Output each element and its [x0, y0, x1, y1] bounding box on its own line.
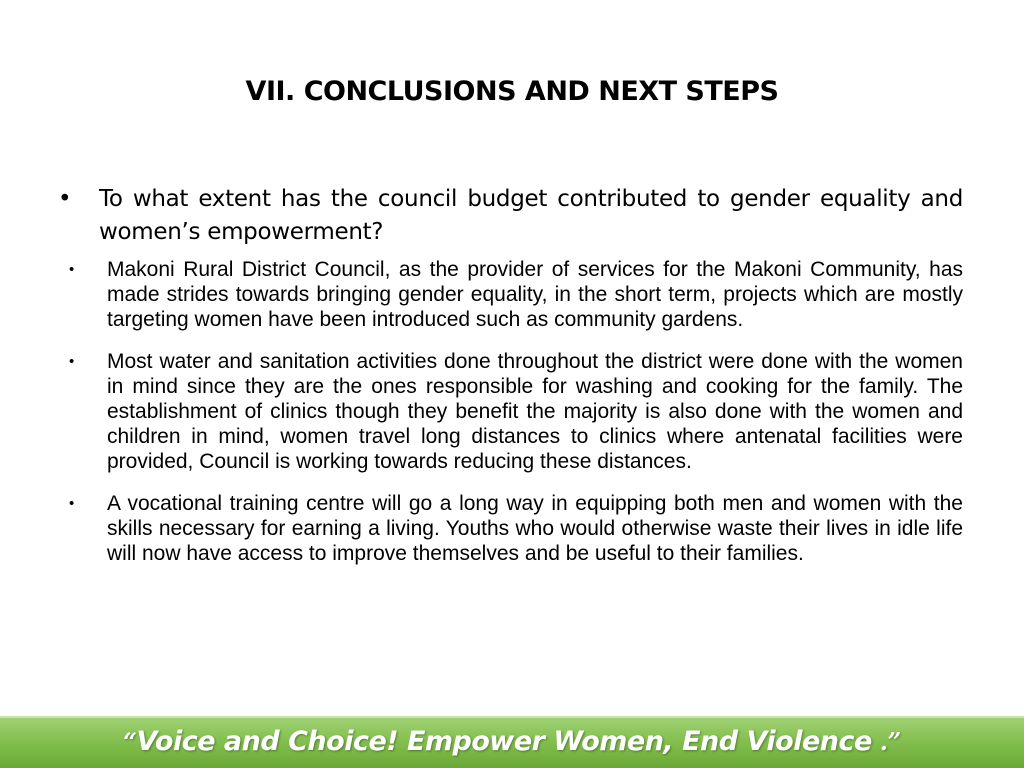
list-item-text: Most water and sanitation activities done throughout the district were done with the women in mind since they are the ones responsible for washing and cooking for the family. The establishment of clinics though they benefit the majority is also done with the women and children in mind, women travel long distances to clinics where antenatal facilities were provided, Council is working towards reducing these distances. [107, 350, 963, 473]
list-item-text: A vocational training centre will go a long way in equipping both men and women with the skills necessary for earning a living. Youths who would otherwise waste their lives in idle life will now have access to improve themselves and be useful to their families. [107, 492, 963, 565]
question-text: To what extent has the council budget contributed to gender equality and women’s empowerment? [99, 186, 963, 245]
question-bullet-item [58, 183, 963, 249]
slide-title: VII. CONCLUSIONS AND NEXT STEPS [245, 76, 779, 107]
conclusion-list [58, 257, 963, 583]
bullet-icon: • [69, 261, 75, 278]
bullet-icon: • [69, 353, 75, 370]
list-item [58, 257, 963, 332]
footer-banner [0, 716, 1024, 768]
list-item-text: Makoni Rural District Council, as the provider of services for the Makoni Community, has made strides towards bringing gender equality, in the short term, projects which are mostly targeting women have been introduced such as community gardens. [107, 258, 963, 331]
close-quote: .” [871, 727, 901, 756]
list-item [58, 491, 963, 566]
slogan-text: Voice and Choice! Empower Women, End Violence [136, 726, 872, 757]
bullet-icon: • [58, 186, 72, 212]
open-quote: “ [123, 727, 137, 756]
list-item [58, 349, 963, 474]
slogan [0, 726, 1024, 757]
bullet-icon: • [69, 495, 75, 512]
